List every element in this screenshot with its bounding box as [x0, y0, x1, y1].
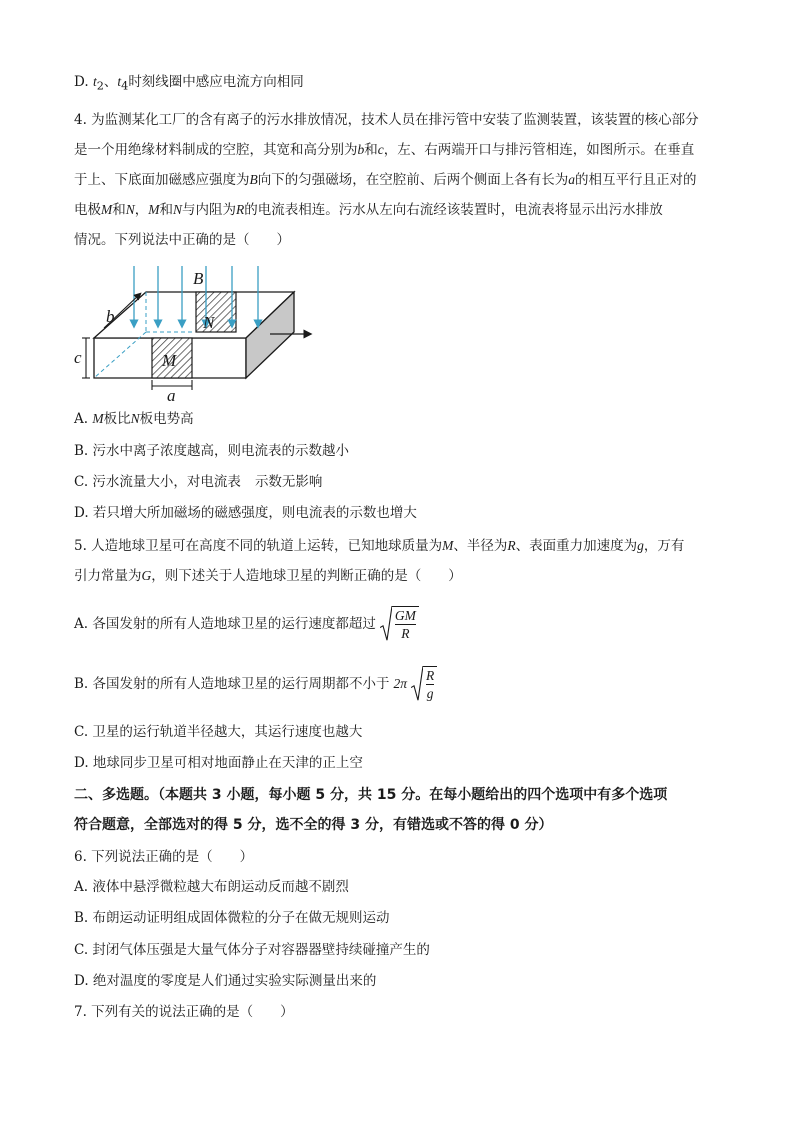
q7-stem: 7. 下列有关的说法正确的是（ ） — [74, 1004, 294, 1020]
label-b-field: B — [193, 269, 204, 288]
q4-stem-2: 是一个用绝缘材料制成的空腔，其宽和高分别为b和c，左、右两端开口与排污管相连，如图所示。在垂直 — [74, 142, 695, 158]
q6-option-c: C. 封闭气体压强是大量气体分子对容器器壁持续碰撞产生的 — [74, 942, 430, 958]
q4-option-b: B. 污水中离子浓度越高，则电流表的示数越小 — [74, 443, 350, 459]
q4-option-a: A. M板比N板电势高 — [74, 411, 194, 427]
q5-option-a: A. 各国发射的所有人造地球卫星的运行速度都超过 $\frac{GM}{R}$ — [74, 604, 419, 644]
q6-stem: 6. 下列说法正确的是（ ） — [74, 849, 254, 865]
q5-option-b: B. 各国发射的所有人造地球卫星的运行周期都不小于 2π $\frac{R}{g}$ — [74, 664, 437, 704]
q5-option-d: D. 地球同步卫星可相对地面静止在天津的正上空 — [74, 755, 363, 771]
q4-stem-1: 4. 为监测某化工厂的含有离子的污水排放情况，技术人员在排污管中安装了监测装置，该装置的核心部分 — [74, 112, 699, 128]
sqrt-gm-over-r: $\frac{GM}{R}$ — [380, 606, 419, 642]
label-height-c: c — [74, 348, 82, 367]
q6-option-b: B. 布朗运动证明组成固体微粒的分子在做无规则运动 — [74, 910, 390, 926]
electrode-n — [196, 292, 236, 332]
q5-option-c: C. 卫星的运行轨道半径越大，其运行速度也越大 — [74, 724, 363, 740]
label-m: M — [162, 351, 177, 370]
sqrt-r-over-g: $\frac{R}{g}$ — [411, 666, 437, 702]
monitoring-device-figure — [74, 262, 314, 402]
q4-option-d: D. 若只增大所加磁场的磁感强度，则电流表的示数也增大 — [74, 505, 417, 521]
q4-stem-4: 电极M和N，M和N与内阻为R的电流表相连。污水从左向右流经该装置时，电流表将显示出污水排放 — [74, 202, 663, 218]
label-n: N — [203, 313, 215, 332]
q6-option-d: D. 绝对温度的零度是人们通过实验实际测量出来的 — [74, 973, 377, 989]
label-length-a: a — [167, 386, 176, 402]
q4-stem-3: 于上、下底面加磁感应强度为B向下的匀强磁场，在空腔前、后两个侧面上各有长为a的相互平行且正对的 — [74, 172, 697, 188]
section-2-heading-1: 二、多选题。（本题共 3 小题，每小题 5 分，共 15 分。在每小题给出的四个选项中有多个选项 — [74, 787, 668, 803]
q5-stem-2: 引力常量为G，则下述关于人造地球卫星的判断正确的是（ ） — [74, 568, 462, 584]
q4-option-c: C. 污水流量大小，对电流表 示数无影响 — [74, 474, 323, 490]
q3-option-d: D. $t_2$、$t_4$时刻线圈中感应电流方向相同 — [74, 74, 304, 93]
label-width-b: b — [106, 307, 115, 326]
section-2-heading-2: 符合题意，全部选对的得 5 分，选不全的得 3 分，有错选或不答的得 0 分） — [74, 817, 553, 833]
q4-stem-5: 情况。下列说法中正确的是（ ） — [74, 232, 290, 248]
q5-stem-1: 5. 人造地球卫星可在高度不同的轨道上运转，已知地球质量为M、半径为R、表面重力加速度为g，万有 — [74, 538, 685, 554]
q6-option-a: A. 液体中悬浮微粒越大布朗运动反而越不剧烈 — [74, 879, 349, 895]
